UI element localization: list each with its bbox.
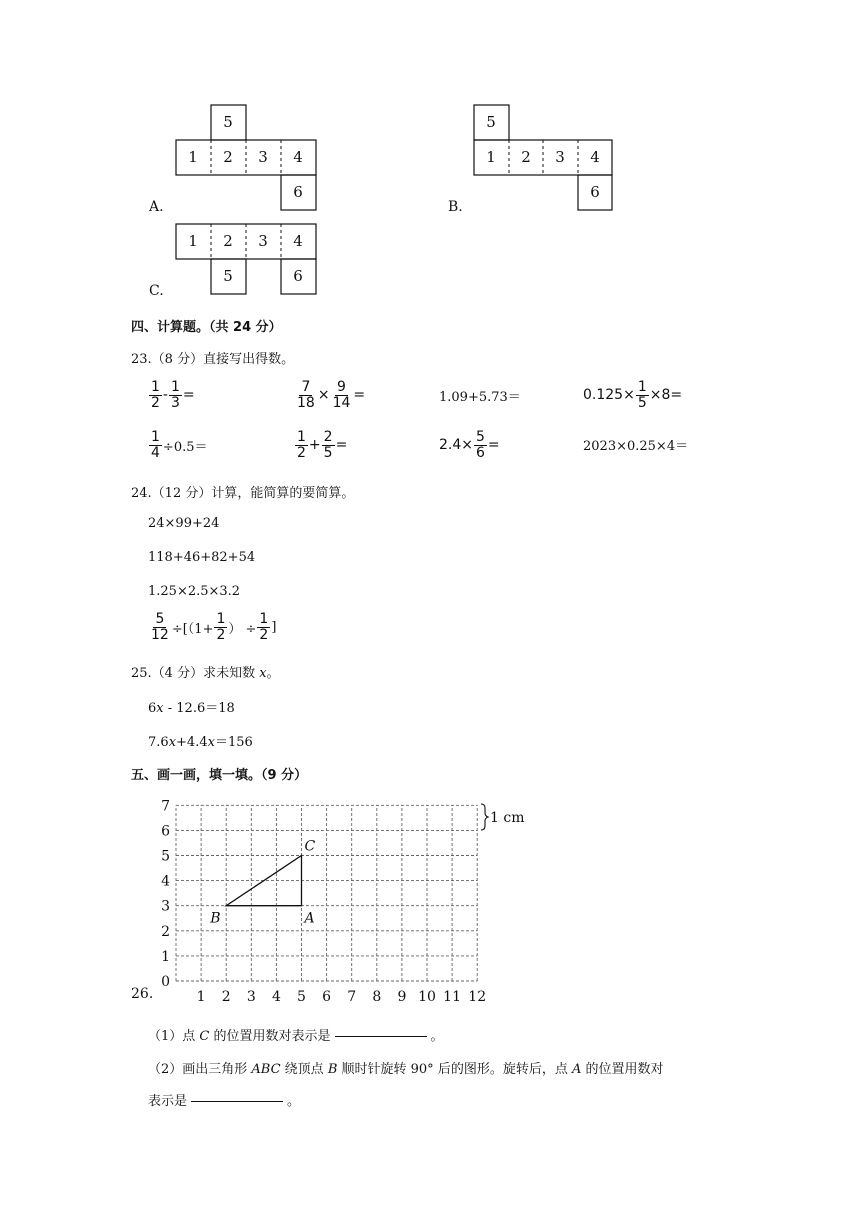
q23-expr-1: $\frac{1}{2}$ - $\frac{1}{3}$ = bbox=[151, 379, 195, 411]
y-tick-label: 7 bbox=[161, 798, 170, 815]
q23-expr-4: 0.125× $\frac{1}{5}$ ×8= bbox=[583, 379, 683, 411]
q26-part-2-cont: 表示是 。 bbox=[148, 1094, 301, 1109]
q26-part-1: （1）点 C 的位置用数对表示是 。 bbox=[148, 1029, 444, 1044]
net-b-label: B. bbox=[448, 199, 463, 215]
y-tick-label: 0 bbox=[161, 974, 170, 990]
net-a-label: A. bbox=[149, 199, 164, 215]
x-tick-label: 3 bbox=[246, 989, 256, 1005]
y-tick-label: 6 bbox=[161, 823, 170, 840]
q24-line-2: 118+46+82+54 bbox=[148, 550, 256, 565]
y-tick-label: 2 bbox=[161, 923, 170, 940]
x-tick-label: 5 bbox=[297, 989, 306, 1005]
q26-part-2: （2）画出三角形 ABC 绕顶点 B 顺时针旋转 90° 后的图形。旋转后，点 A 的位置用数对 bbox=[148, 1062, 664, 1077]
x-tick-label: 1 bbox=[196, 989, 206, 1005]
point-b-label: B bbox=[210, 910, 221, 927]
y-tick-label: 5 bbox=[161, 848, 170, 865]
net-c-face-3: 3 bbox=[258, 232, 268, 250]
point-a-label: A bbox=[304, 910, 315, 927]
q23-expr-3: 1.09+5.73＝ bbox=[439, 390, 521, 405]
net-b-face-5: 5 bbox=[486, 113, 496, 131]
x-tick-label: 12 bbox=[468, 989, 487, 1005]
scale-brace bbox=[481, 804, 488, 830]
y-tick-label: 4 bbox=[161, 873, 170, 890]
net-a-face-2: 2 bbox=[223, 148, 233, 166]
y-tick-label: 1 bbox=[161, 948, 170, 965]
q25-line-1: 6x - 12.6＝18 bbox=[148, 701, 235, 716]
net-c-face-1: 1 bbox=[188, 232, 198, 250]
section-5-title: 五、画一画，填一填。（9 分） bbox=[131, 768, 308, 783]
y-tick-label: 3 bbox=[161, 898, 170, 915]
q23-expr-5: $\frac{1}{4}$ ÷0.5＝ bbox=[151, 429, 208, 461]
x-tick-label: 9 bbox=[397, 989, 407, 1005]
q24-line-4: $\frac{5}{12}$ ÷[（1+ $\frac{1}{2}$ ） ÷ $\frac{1}{2}$ ] bbox=[151, 611, 277, 643]
q23-heading: 23.（8 分）直接写出得数。 bbox=[131, 352, 295, 367]
coordinate-grid bbox=[0, 790, 860, 1010]
net-a-face-5: 5 bbox=[223, 113, 233, 131]
cube-nets-figure bbox=[0, 0, 860, 310]
q24-line-1: 24×99+24 bbox=[148, 516, 220, 531]
q23-expr-2: $\frac{7}{18}$ × $\frac{9}{14}$ = bbox=[297, 379, 366, 411]
net-b-face-1: 1 bbox=[486, 148, 496, 166]
x-tick-label: 2 bbox=[221, 989, 231, 1005]
x-tick-label: 8 bbox=[372, 989, 382, 1005]
x-tick-label: 7 bbox=[347, 989, 357, 1005]
q26-answer-blank-2[interactable] bbox=[191, 1101, 283, 1102]
net-c-face-5: 5 bbox=[223, 267, 233, 285]
x-tick-label: 11 bbox=[443, 989, 462, 1005]
net-c-face-6: 6 bbox=[293, 267, 303, 285]
x-tick-label: 4 bbox=[271, 989, 281, 1005]
net-c-face-2: 2 bbox=[223, 232, 233, 250]
scale-label: 1 cm bbox=[490, 810, 525, 826]
point-c-label: C bbox=[304, 838, 316, 855]
net-a-face-4: 4 bbox=[293, 148, 303, 166]
net-a-face-6: 6 bbox=[293, 183, 303, 201]
q24-heading: 24.（12 分）计算，能简算的要简算。 bbox=[131, 486, 355, 501]
q26-answer-blank-1[interactable] bbox=[335, 1036, 427, 1037]
q23-expr-6: $\frac{1}{2}$ + $\frac{2}{5}$ = bbox=[297, 429, 348, 461]
net-b-face-6: 6 bbox=[590, 183, 600, 201]
q25-heading: 25.（4 分）求未知数 x。 bbox=[131, 666, 280, 681]
q25-line-2: 7.6x+4.4x＝156 bbox=[148, 735, 253, 750]
net-a-face-1: 1 bbox=[188, 148, 198, 166]
net-b-face-4: 4 bbox=[590, 148, 600, 166]
net-b-face-2: 2 bbox=[521, 148, 531, 166]
net-b-face-3: 3 bbox=[555, 148, 565, 166]
q24-line-3: 1.25×2.5×3.2 bbox=[148, 584, 241, 599]
x-tick-label: 10 bbox=[418, 989, 436, 1005]
section-4-title: 四、计算题。（共 24 分） bbox=[131, 320, 282, 335]
net-c-face-4: 4 bbox=[293, 232, 303, 250]
net-a-face-3: 3 bbox=[258, 148, 268, 166]
x-tick-label: 6 bbox=[322, 989, 332, 1005]
q23-expr-7: 2.4× $\frac{5}{6}$ = bbox=[439, 429, 500, 461]
q26-number: 26. bbox=[131, 986, 154, 1002]
net-c-label: C. bbox=[149, 283, 164, 299]
q23-expr-8: 2023×0.25×4＝ bbox=[583, 439, 689, 454]
